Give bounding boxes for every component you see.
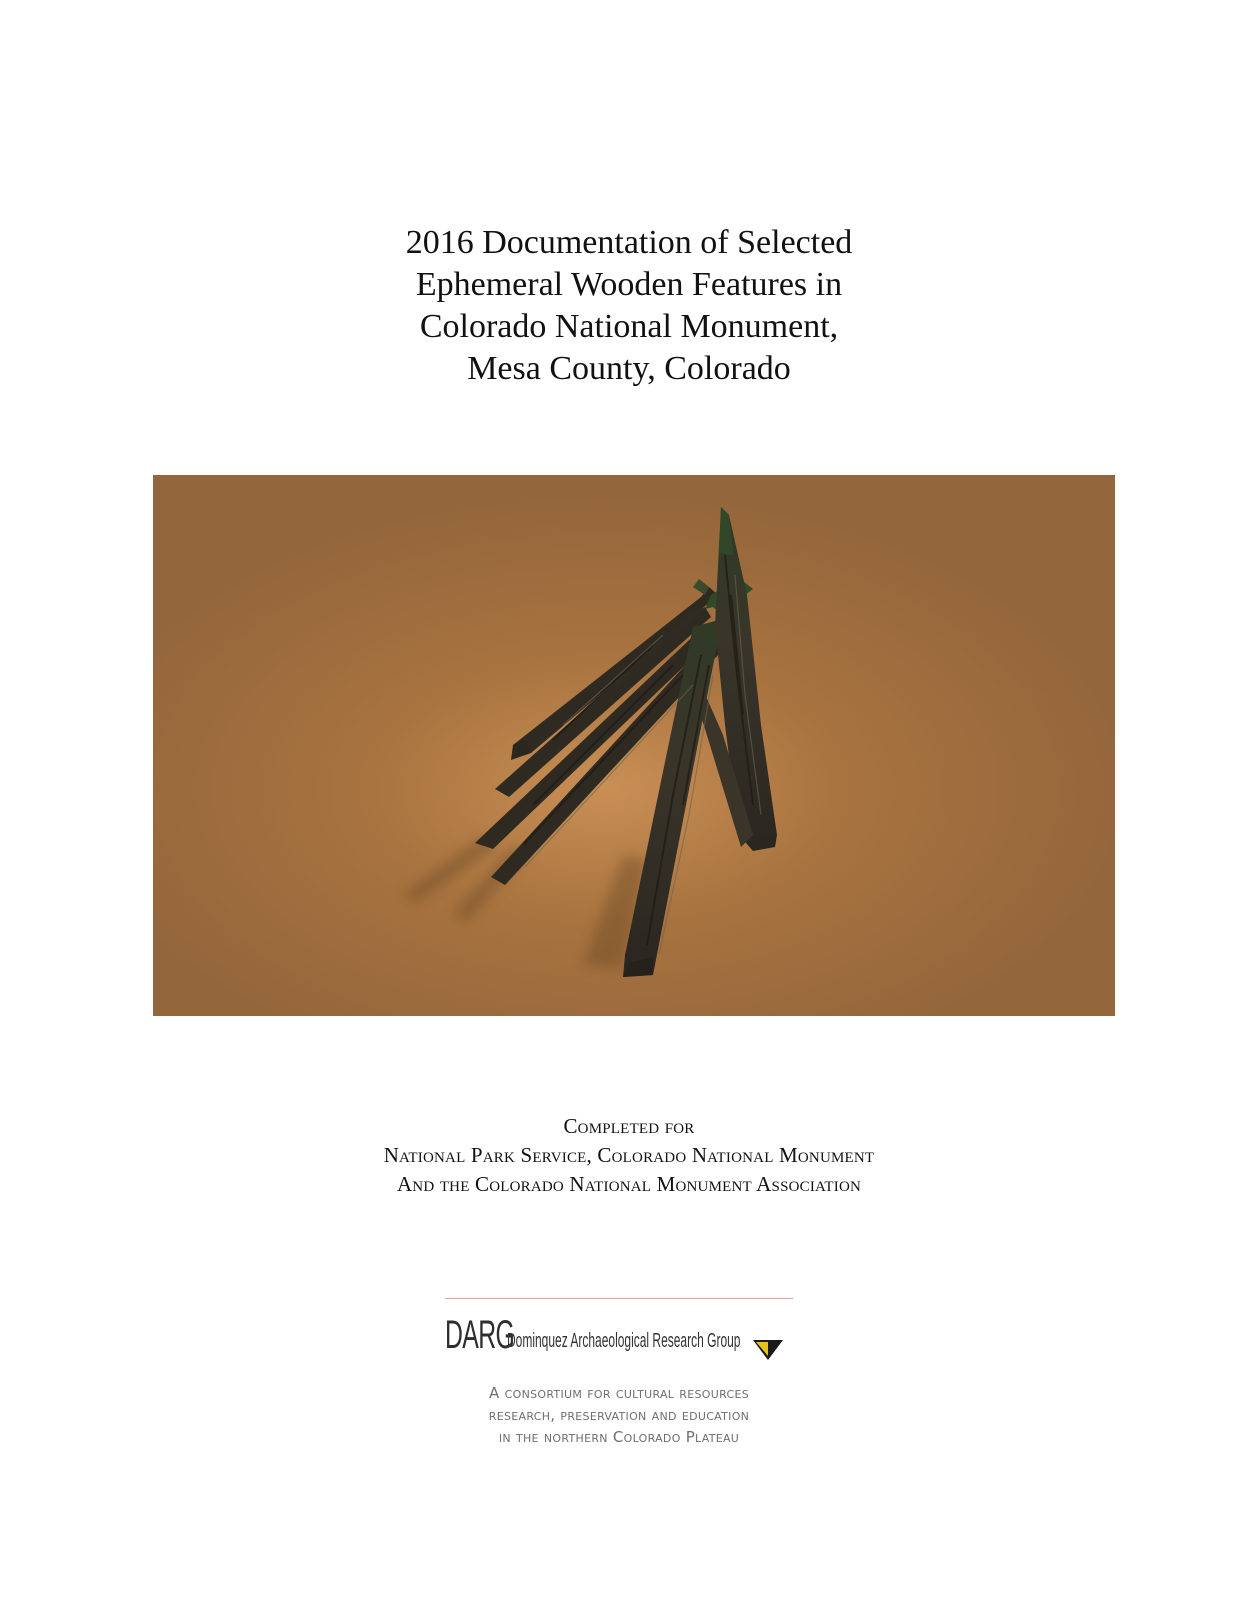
title-line-2: Ephemeral Wooden Features in [415,266,843,303]
completed-for-heading: Completed for [563,1114,695,1138]
darg-logo [445,1298,793,1448]
completed-for-block [0,1112,1258,1199]
logo-organization-name: Dominquez Archaeological Research Group [507,1330,741,1352]
title-line-3: Colorado National Monument, [419,308,839,345]
wooden-feature-image [153,475,1115,1016]
completed-for-association: And the Colorado National Monument Association [396,1172,862,1196]
logo-divider [445,1298,793,1299]
completed-for-agency: National Park Service, Colorado National Monument [383,1143,875,1167]
report-title [0,222,1258,390]
tagline-line-1: A consortium for cultural resources [489,1384,749,1402]
triangle-mark-icon [753,1340,783,1360]
tagline-line-3: in the northern Colorado Plateau [498,1428,740,1446]
title-line-1: 2016 Documentation of Selected [405,224,853,261]
logo-acronym: DARG [445,1313,515,1357]
tagline-line-2: research, preservation and education [488,1406,750,1424]
logo-tagline [445,1382,793,1448]
title-line-4: Mesa County, Colorado [467,350,791,387]
cover-photo [153,475,1115,1016]
